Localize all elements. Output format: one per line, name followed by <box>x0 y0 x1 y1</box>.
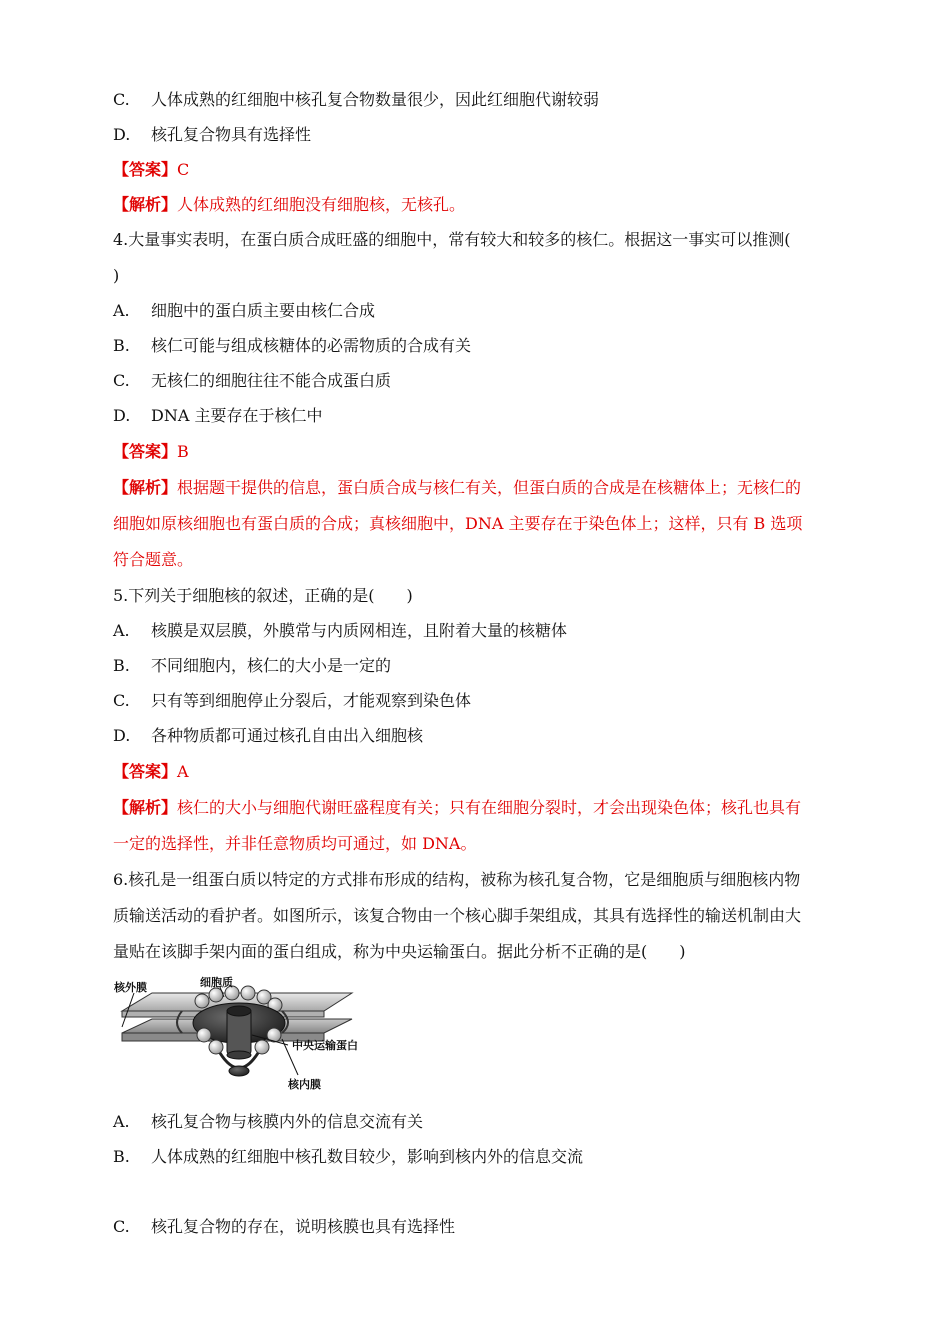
q5-option-d: D. 各种物质都可通过核孔自由出入细胞核 <box>113 726 424 745</box>
q5-option-c: C. 只有等到细胞停止分裂后，才能观察到染色体 <box>113 691 472 710</box>
q6-stem-line-1: 6.核孔是一组蛋白质以特定的方式排布形成的结构，被称为核孔复合物，它是细胞质与细胞核内物 <box>113 870 801 889</box>
nuclear-pore-figure <box>112 975 382 1100</box>
q6-stem-line-2: 质输送活动的看护者。如图所示，该复合物由一个核心脚手架组成，其具有选择性的输送机制由大 <box>113 906 802 925</box>
q3-option-d: D. 核孔复合物具有选择性 <box>113 125 312 144</box>
q4-analysis-line-3: 符合题意。 <box>113 550 194 569</box>
q4-analysis-line-2: 细胞如原核细胞也有蛋白质的合成；真核细胞中，DNA 主要存在于染色体上；这样，只有 B 选项 <box>113 514 803 533</box>
q4-answer: 【答案】B <box>113 442 189 461</box>
label-cytoplasm: 细胞质 <box>200 976 233 989</box>
q6-option-c: C. 核孔复合物的存在，说明核膜也具有选择性 <box>113 1217 456 1236</box>
q5-stem: 5.下列关于细胞核的叙述，正确的是( ) <box>113 586 413 605</box>
label-central-transport-protein: 中央运输蛋白 <box>292 1039 358 1052</box>
q4-option-a: A. 细胞中的蛋白质主要由核仁合成 <box>113 301 376 320</box>
q5-analysis-line-2: 一定的选择性，并非任意物质均可通过，如 DNA。 <box>113 834 477 853</box>
q3-option-c: C. 人体成熟的红细胞中核孔复合物数量很少，因此红细胞代谢较弱 <box>113 90 600 109</box>
q6-option-a: A. 核孔复合物与核膜内外的信息交流有关 <box>113 1112 424 1131</box>
q4-option-b: B. 核仁可能与组成核糖体的必需物质的合成有关 <box>113 336 472 355</box>
q4-analysis-line-1: 【解析】根据题干提供的信息，蛋白质合成与核仁有关，但蛋白质的合成是在核糖体上；无核仁的 <box>113 478 802 497</box>
q3-answer: 【答案】C <box>113 160 190 179</box>
q4-option-d: D. DNA 主要存在于核仁中 <box>113 406 323 425</box>
q6-option-b: B. 人体成熟的红细胞中核孔数目较少，影响到核内外的信息交流 <box>113 1147 584 1166</box>
q4-stem-line-1: 4.大量事实表明，在蛋白质合成旺盛的细胞中，常有较大和较多的核仁。根据这一事实可以推测( <box>113 230 791 249</box>
q5-option-b: B. 不同细胞内，核仁的大小是一定的 <box>113 656 392 675</box>
q3-analysis: 【解析】人体成熟的红细胞没有细胞核，无核孔。 <box>113 195 466 214</box>
q5-option-a: A. 核膜是双层膜，外膜常与内质网相连，且附着大量的核糖体 <box>113 621 568 640</box>
q4-option-c: C. 无核仁的细胞往往不能合成蛋白质 <box>113 371 392 390</box>
label-outer-membrane: 核外膜 <box>114 981 147 994</box>
label-inner-membrane: 核内膜 <box>288 1078 321 1091</box>
q6-stem-line-3: 量贴在该脚手架内面的蛋白组成，称为中央运输蛋白。据此分析不正确的是( ) <box>113 942 686 961</box>
q5-analysis-line-1: 【解析】核仁的大小与细胞代谢旺盛程度有关；只有在细胞分裂时，才会出现染色体；核孔也具有 <box>113 798 802 817</box>
q4-stem-line-2: ) <box>113 266 120 285</box>
q5-answer: 【答案】A <box>113 762 189 781</box>
